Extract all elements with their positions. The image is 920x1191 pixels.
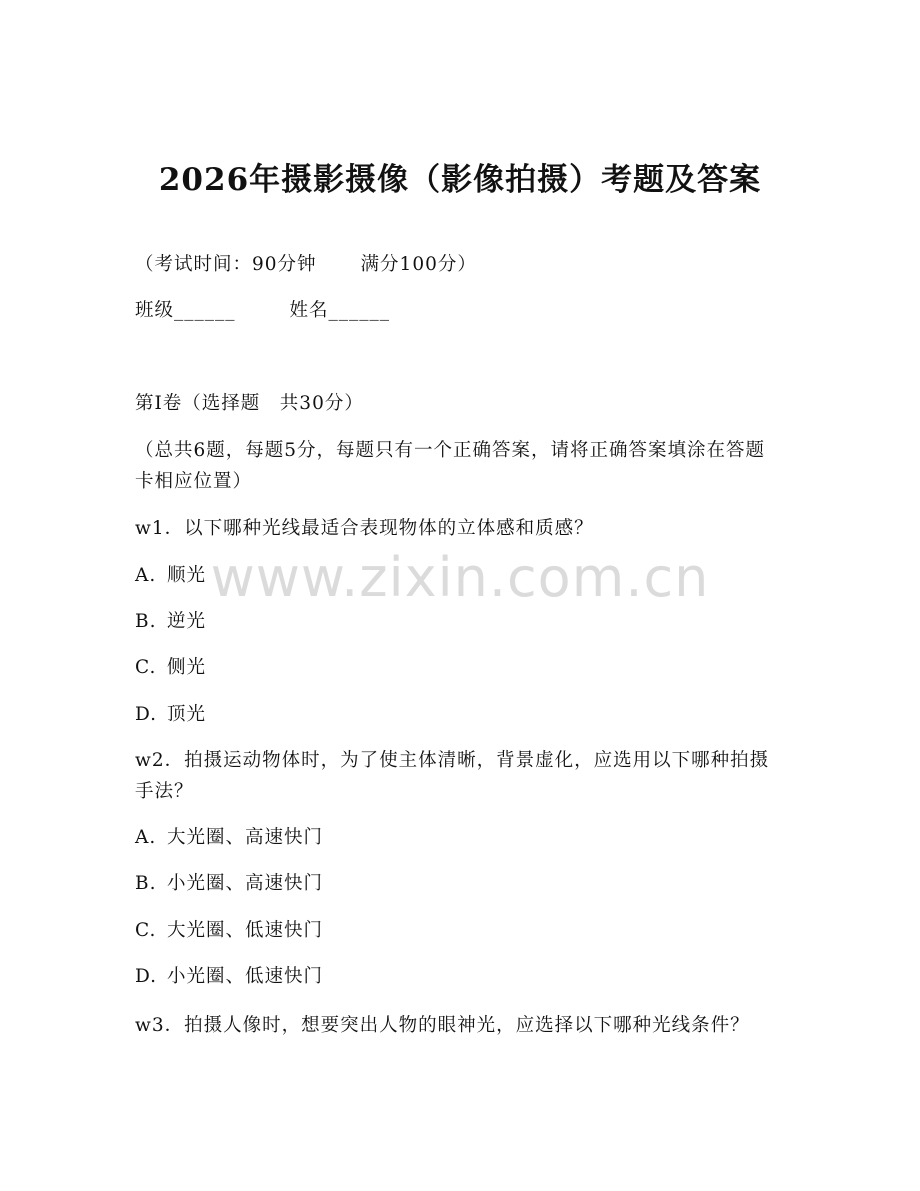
section-instructions: （总共6题，每题5分，每题只有一个正确答案，请将正确答案填涂在答题卡相应位置） [135, 440, 766, 492]
exam-time: （考试时间：90分钟 [135, 254, 317, 275]
class-field: 班级______ [135, 300, 236, 321]
question-stem: w2．拍摄运动物体时，为了使主体清晰，背景虚化，应选用以下哪种拍摄手法？ [135, 750, 770, 802]
option-letter: C. [135, 920, 157, 941]
option-text: 逆光 [167, 611, 207, 632]
student-fields [135, 296, 390, 326]
answer-option [135, 607, 206, 637]
exam-info [135, 250, 477, 280]
answer-option [135, 962, 323, 992]
name-field: 姓名______ [289, 300, 391, 321]
option-letter: A. [135, 827, 157, 848]
question-stem: w1．以下哪种光线最适合表现物体的立体感和质感？ [135, 518, 594, 539]
option-text: 大光圈、低速快门 [167, 920, 324, 941]
option-text: 侧光 [167, 657, 207, 678]
document-title: 2026年摄影摄像（影像拍摄）考题及答案 [158, 162, 762, 198]
option-text: 小光圈、高速快门 [167, 873, 324, 894]
exam-score: 满分100分） [360, 254, 477, 275]
answer-option [135, 653, 206, 683]
section-heading: 第Ⅰ卷（选择题 共30分） [135, 393, 364, 414]
answer-option [135, 561, 206, 591]
option-text: 顶光 [167, 704, 207, 725]
option-letter: D. [135, 704, 158, 725]
option-letter: B. [135, 873, 157, 894]
option-text: 顺光 [167, 565, 207, 586]
answer-option [135, 700, 206, 730]
option-letter: D. [135, 966, 158, 987]
option-text: 大光圈、高速快门 [167, 827, 324, 848]
answer-option [135, 916, 323, 946]
watermark: www.zixin.com.cn [210, 546, 710, 609]
answer-option [135, 823, 323, 853]
option-letter: C. [135, 657, 157, 678]
option-text: 小光圈、低速快门 [167, 966, 324, 987]
option-letter: A. [135, 565, 157, 586]
answer-option [135, 869, 323, 899]
option-letter: B. [135, 611, 157, 632]
question-stem: w3．拍摄人像时，想要突出人物的眼神光，应选择以下哪种光线条件？ [135, 1015, 750, 1036]
